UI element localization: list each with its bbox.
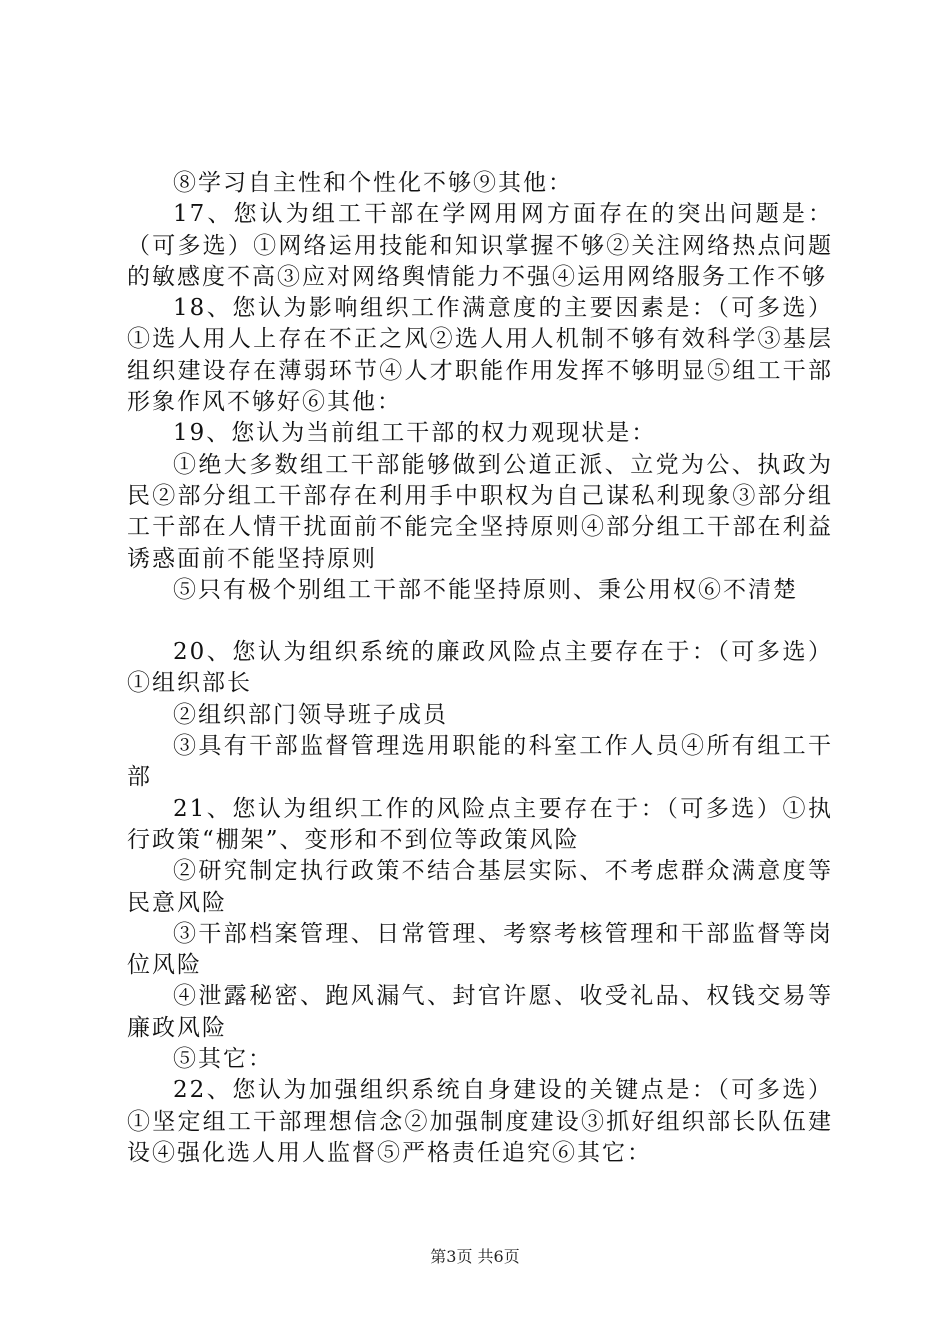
paragraph-q20: 20、您认为组织系统的廉政风险点主要存在于：（可多选）①组织部长: [127, 639, 833, 697]
paragraph-q21-option-2: ②研究制定执行政策不结合基层实际、不考虑群众满意度等民意风险: [127, 858, 833, 916]
paragraph-q21-option-3: ③干部档案管理、日常管理、考察考核管理和干部监督等岗位风险: [127, 920, 833, 979]
paragraph-gap: [127, 606, 833, 637]
paragraph-q21-option-5: ⑤其它：: [173, 1046, 273, 1073]
paragraph-q21: 21、您认为组织工作的风险点主要存在于：（可多选）①执行政策“棚架”、变形和不到位等政策风险: [127, 795, 833, 853]
paragraph-q19: 19、您认为当前组工干部的权力观现状是：: [173, 420, 657, 447]
paragraph-q21-option-4: ④泄露秘密、跑风漏气、封官许愿、收受礼品、权钱交易等廉政风险: [127, 983, 833, 1041]
paragraph-q20-option-2: ②组织部门领导班子成员: [173, 701, 448, 728]
paragraph-q19-options-2: ⑤只有极个别组工干部不能坚持原则、秉公用权⑥不清楚: [173, 576, 798, 603]
paragraph-q18: 18、您认为影响组织工作满意度的主要因素是：（可多选）①选人用人上存在不正之风②选人用人机制不够有效科学③基层组织建设存在薄弱环节④人才职能作用发挥不够明显⑤组工干部形象作风不够好⑥其他：: [127, 295, 833, 416]
paragraph-q20-option-3: ③具有干部监督管理选用职能的科室工作人员④所有组工干部: [127, 733, 833, 791]
paragraph-q22: 22、您认为加强组织系统自身建设的关键点是：（可多选）①坚定组工干部理想信念②加强制度建设③抓好组织部长队伍建设④强化选人用人监督⑤严格责任追究⑥其它：: [127, 1077, 833, 1166]
paragraph-q19-options: ①绝大多数组工干部能够做到公道正派、立党为公、执政为民②部分组工干部存在利用手中职权为自己谋私利现象③部分组工干部在人情干扰面前不能完全坚持原则④部分组工干部在利益诱惑面前不能坚持原则: [127, 451, 833, 572]
page-footer: 第3页 共6页: [430, 1247, 520, 1266]
paragraph-q17: 17、您认为组工干部在学网用网方面存在的突出问题是：（可多选）①网络运用技能和知识掌握不够②关注网络热点问题的敏感度不高③应对网络舆情能力不强④运用网络服务工作不够: [127, 201, 833, 290]
document-body: [127, 168, 833, 1169]
paragraph-q16-options: ⑧学习自主性和个性化不够⑨其他：: [173, 170, 573, 196]
